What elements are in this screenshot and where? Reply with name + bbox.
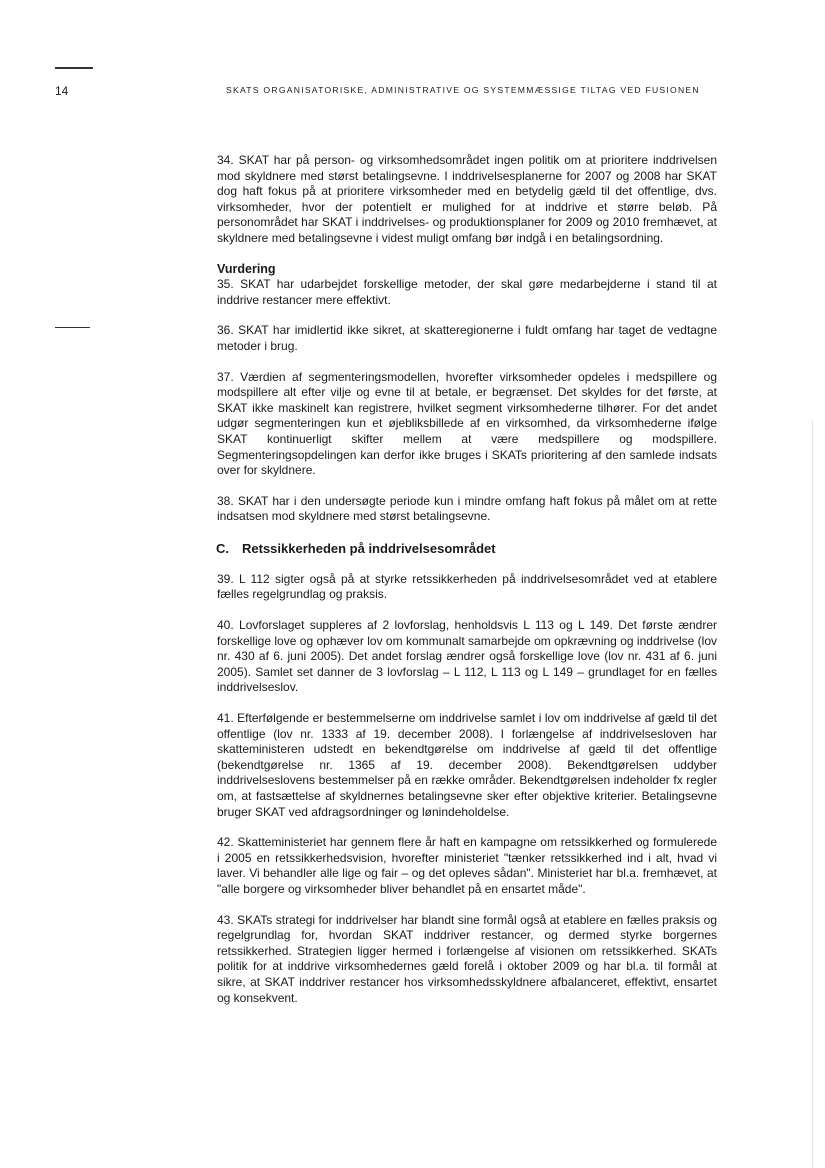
margin-rule-top — [55, 67, 93, 69]
running-header: SKATS ORGANISATORISKE, ADMINISTRATIVE OG SYSTEMMÆSSIGE TILTAG VED FUSIONEN — [226, 85, 700, 95]
paragraph-43: 43. SKATs strategi for inddrivelser har blandt sine formål også at etablere en fælles praksis og regelgrundlag for, hvordan SKAT inddriver restancer, og dermed styrke borgernes retssikkerhed. Strategien ligger hermed i forlængelse af visionen om retssikkerhed. SKATs politik for at inddrive virksomhedernes gæld forelå i oktober 2009 og har bl.a. til formål at sikre, at SKAT inddriver restancer hos virksomhedsskyldnere afbalanceret, effektivt, ensartet og konsekvent. — [217, 912, 717, 1005]
page-number: 14 — [55, 84, 69, 98]
paragraph-41: 41. Efterfølgende er bestemmelserne om inddrivelse samlet i lov om inddrivelse af gæld til det offentlige (lov nr. 1333 af 19. december 2008). I forlængelse af inddrivelsesloven har skatteministeren udstedt en bekendtgørelse om inddrivelse af gæld til det offentlige (bekendtgørelse nr. 1365 af 19. december 2008). Bekendtgørelsen uddyber inddrivelseslovens bestemmelser på en række områder. Bekendtgørelsen indeholder fx regler om, at fastsættelse af skyldnernes betalingsevne sker efter objektive kriterier. Betalingsevne bruger SKAT ved afdragsordninger og lønindeholdelse. — [217, 711, 717, 819]
paragraph-36: 36. SKAT har imidlertid ikke sikret, at skatteregionerne i fuldt omfang har taget de vedtagne metoder i brug. — [217, 323, 717, 353]
page-edge-line — [812, 420, 813, 1168]
paragraph-35: 35. SKAT har udarbejdet forskellige metoder, der skal gøre medarbejderne i stand til at inddrive restancer mere effektivt. — [217, 277, 717, 307]
paragraph-42: 42. Skatteministeriet har gennem flere år haft en kampagne om retssikkerhed og formulerede i 2005 en retssikkerhedsvision, hvorefter ministeriet "tænker retssikkerhed ind i alt, hvad vi laver. Vi behandler alle lige og fair – og det opleves sådan". Ministeriet har bl.a. fremhævet, at "alle borgere og virksomheder bliver behandlet på en ensartet måde". — [217, 835, 717, 896]
section-letter: C. — [216, 540, 229, 556]
paragraph-39: 39. L 112 sigter også på at styrke retssikkerheden på inddrivelsesområdet ved at etablere fælles regelgrundlag og praksis. — [217, 571, 717, 602]
paragraph-34: 34. SKAT har på person- og virksomhedsområdet ingen politik om at prioritere inddrivelsen mod skyldnere med størst betalingsevne. I inddrivelsesplanerne for 2007 og 2008 har SKAT dog haft fokus på at prioritere virksomheder med en betydelig gæld til det offentlige, dvs. virksomheder, hvor der potentielt er mulighed for at inddrive et større beløb. På personområdet har SKAT i inddrivelses- og produktionsplaner for 2009 og 2010 fremhævet, at skyldnere med betalingsevne i videst muligt omfang bør indgå i en betalingsordning. — [217, 153, 717, 245]
paragraph-38: 38. SKAT har i den undersøgte periode kun i mindre omfang haft fokus på målet om at rette indsatsen mod skyldnere med størst betalingsevne. — [217, 493, 717, 524]
margin-rule-side — [55, 327, 90, 328]
heading-vurdering: Vurdering — [217, 261, 276, 276]
paragraph-37: 37. Værdien af segmenteringsmodellen, hvorefter virksomheder opdeles i medspillere og modspillere alt efter vilje og evne til at betale, er begrænset. Det skyldes for det første, at SKAT ikke maskinelt kan registrere, hvilket segment virksomhederne tilhører. For det andet udgør segmenteringen kun et øjebliksbillede af en virksomhed, da virksomhederne ifølge SKAT kontinuerligt skifter mellem at være medspillere og modspillere. Segmenteringsopdelingen kan derfor ikke bruges i SKATs prioritering af den samlede indsats over for skyldnere. — [217, 369, 717, 478]
paragraph-40: 40. Lovforslaget suppleres af 2 lovforslag, henholdsvis L 113 og L 149. Det første ændrer forskellige love og ophæver lov om kommunalt samarbejde om opkrævning og inddrivelse (lov nr. 430 af 6. juni 2005). Det andet forslag ændrer også forskellige love (lov nr. 431 af 6. juni 2005). Samlet set danner de 3 lovforslag – L 112, L 113 og L 149 – grundlaget for en fælles inddrivelseslov. — [217, 618, 717, 695]
section-heading-c — [216, 540, 717, 558]
section-title: Retssikkerheden på inddrivelsesområdet — [242, 540, 496, 556]
body-text — [217, 153, 717, 1021]
